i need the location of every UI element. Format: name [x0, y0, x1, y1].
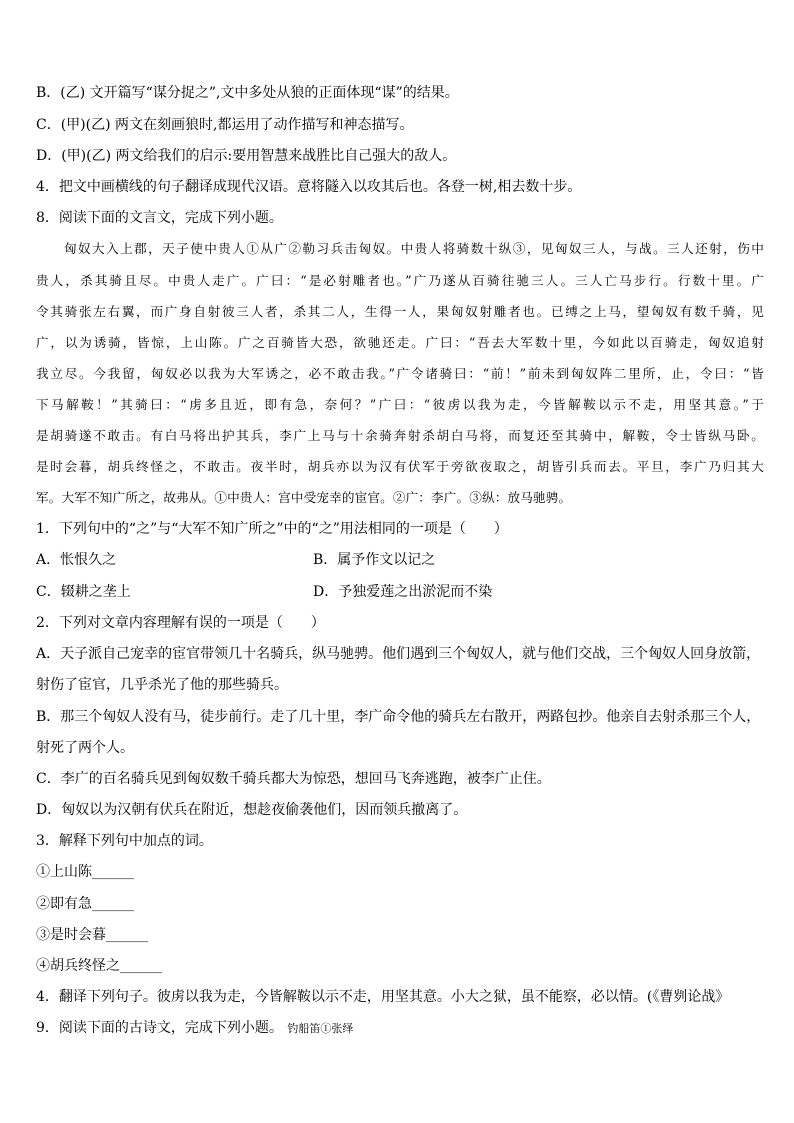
question-2-stem: 2．下列对文章内容理解有误的一项是（ ）	[36, 615, 325, 631]
q3-item-2: ②即有急______	[36, 896, 134, 912]
passage-line: 我立尽。今我留，匈奴必以我为大军诱之，必不敢击我。”广令诸骑曰：“前！”前未到匈奴阵二里所，止，令曰：“皆	[36, 366, 764, 381]
q2-option-b-cont: 射死了两个人。	[36, 740, 134, 756]
passage-line: 匈奴大入上郡，天子使中贵人①从广②勒习兵击匈奴。中贵人将骑数十纵③，见匈奴三人，与战。三人还射，伤中	[64, 241, 764, 256]
question-1-stem: 1．下列句中的“之”与“大军不知广所之”中的“之”用法相同的一项是（ ）	[36, 521, 508, 537]
passage-line: 是胡骑遂不敢击。有白马将出护其兵，李广上马与十余骑奔射杀胡白马将，而复还至其骑中，解鞍，令士皆纵马卧。	[36, 428, 764, 443]
question-8-heading: 8．阅读下面的文言文，完成下列小题。	[36, 210, 283, 226]
poem-title: 钓船笛①张绎	[287, 1022, 354, 1035]
question-9-heading	[36, 1018, 353, 1039]
q2-option-d: D．匈奴以为汉朝有伏兵在附近，想趁夜偷袭他们，因而领兵撤离了。	[36, 802, 468, 818]
q2-option-a-cont: 射伤了宦官，几乎杀光了他的那些骑兵。	[36, 677, 288, 693]
q1-option-a: A．怅恨久之	[36, 552, 117, 568]
q1-option-c: C．辍耕之垄上	[36, 584, 131, 600]
passage-line: 下马解鞍！”其骑曰：“虏多且近，即有急，奈何？”广曰：“彼虏以我为走，今皆解鞍以示不走，用坚其意。”于	[36, 397, 764, 412]
passage-line: 是时会暮，胡兵终怪之，不敢击。夜半时，胡兵亦以为汉有伏军于旁欲夜取之，胡皆引兵而去。平旦，李广乃归其大	[36, 459, 764, 474]
q1-option-b: B．属予作文以记之	[313, 552, 436, 568]
question-3-stem: 3．解释下列句中加点的词。	[36, 833, 213, 849]
q2-option-a: A．天子派自己宠幸的宦官带领几十名骑兵，纵马驰骋。他们遇到三个匈奴人，就与他们交战，三个匈奴人回身放箭，	[36, 646, 761, 662]
q1-option-d: D．予独爱莲之出淤泥而不染	[313, 584, 493, 600]
q3-item-4: ④胡兵终怪之______	[36, 958, 162, 974]
passage-line: 令其骑张左右翼，而广身自射彼三人者，杀其二人，生得一人，果匈奴射雕者也。已缚之上马，望匈奴有数千骑，见	[36, 304, 764, 319]
option-d-line: D．(甲)(乙) 两文给我们的启示:要用智慧来战胜比自己强大的敌人。	[36, 148, 457, 164]
passage-line: 广，以为诱骑，皆惊，上山陈。广之百骑皆大恐，欲驰还走。广曰：“吾去大军数十里，今如此以百骑走，匈奴追射	[36, 335, 764, 350]
option-b-line: B．(乙) 文开篇写“谋分捉之”,文中多处从狼的正面体现“谋”的结果。	[36, 85, 459, 101]
passage-line: 贵人，杀其骑且尽。中贵人走广。广曰：“是必射雕者也。”广乃遂从百骑往驰三人。三人亡马步行。行数十里。广	[36, 273, 764, 288]
question-4-stem: 4．翻译下列句子。彼虏以我为走，今皆解鞍以示不走，用坚其意。小大之狱，虽不能察，必以情。(《曹刿论战》	[36, 989, 730, 1005]
q2-option-c: C．李广的百名骑兵见到匈奴数千骑兵都大为惊恐，想回马飞奔逃跑，被李广止住。	[36, 771, 551, 787]
q3-item-3: ③是时会暮______	[36, 927, 148, 943]
question-4-translate: 4．把文中画横线的句子翻译成现代汉语。意将隧入以攻其后也。各登一树,相去数十步。	[36, 179, 582, 195]
q3-item-1: ①上山陈______	[36, 864, 134, 880]
question-9-stem: 9．阅读下面的古诗文，完成下列小题。	[36, 1020, 283, 1036]
passage-line-notes: 军。大军不知广所之，故弗从。①中贵人：宫中受宠幸的宦官。②广：李广。③纵：放马驰骋。	[36, 490, 572, 505]
q2-option-b: B．那三个匈奴人没有马，徒步前行。走了几十里，李广命令他的骑兵左右散开，两路包抄。他亲自去射杀那三个人，	[36, 709, 761, 725]
option-c-line: C．(甲)(乙) 两文在刻画狼时,都运用了动作描写和神态描写。	[36, 117, 414, 133]
